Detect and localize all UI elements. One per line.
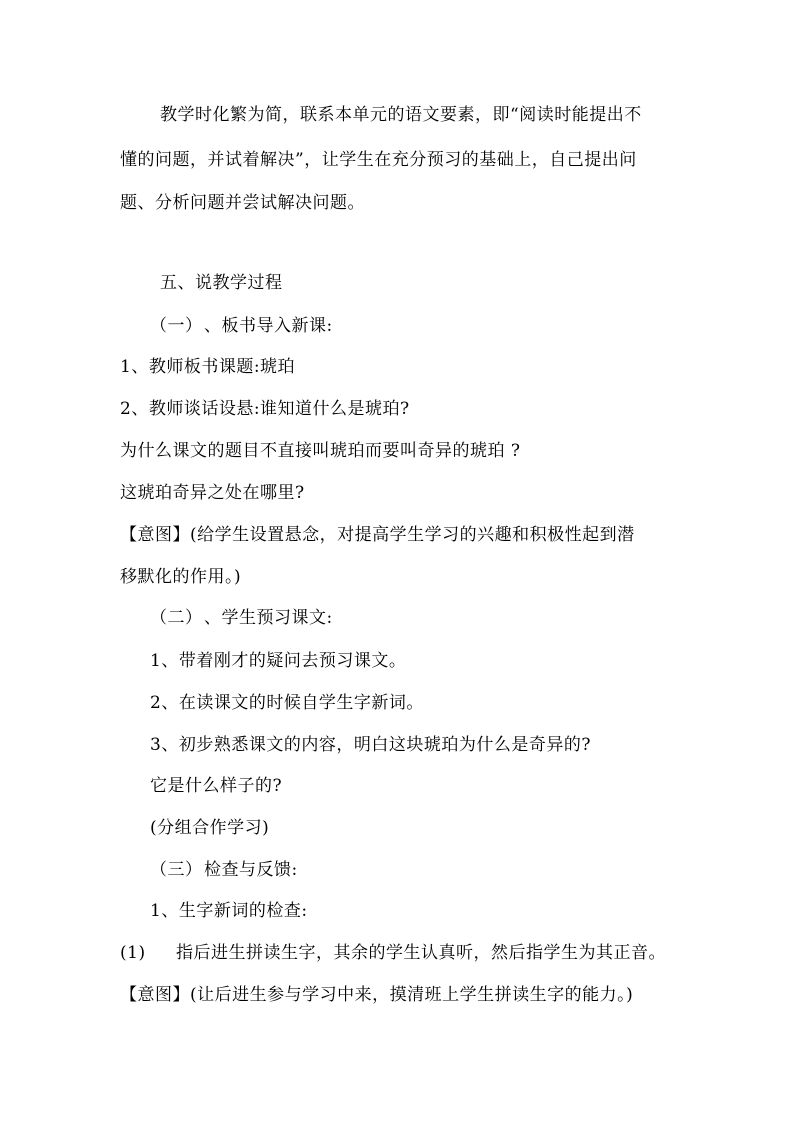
part1-intent-line-2: 移默化的作用。) <box>120 567 242 587</box>
part1-intent-line-1: 【意图】(给学生设置悬念，对提高学生学习的兴趣和积极性起到潜 <box>120 525 635 545</box>
part1-question-1: 为什么课文的题目不直接叫琥珀而要叫奇异的琥珀 ? <box>120 441 521 461</box>
part3-sub-item-1-num: (1) <box>120 943 146 963</box>
part3-heading-num: （三） <box>150 860 203 880</box>
part2-heading-text: 、学生预习课文: <box>204 608 333 628</box>
section-heading: 五、说教学过程 <box>160 273 283 293</box>
part2-note: (分组合作学习) <box>150 818 270 838</box>
intro-line-1: 教学时化繁为简，联系本单元的语文要素，即“阅读时能提出不 <box>160 105 642 125</box>
part3-item-1: 1、生字新词的检查: <box>150 901 308 921</box>
part3-sub-item-1 <box>120 942 666 964</box>
part2-item-2: 2、在读课文的时候自学生字新词。 <box>150 693 424 713</box>
part3-heading <box>150 859 298 881</box>
part3-heading-text: 检查与反馈: <box>204 860 298 880</box>
part2-heading-num: （二） <box>150 608 203 628</box>
part2-item-3-continued: 它是什么样子的? <box>150 776 283 796</box>
intro-line-3: 题、分析问题并尝试解决问题。 <box>120 193 365 213</box>
intro-line-2: 懂的问题，并试着解决”，让学生在充分预习的基础上，自己提出问 <box>120 150 637 170</box>
part1-question-2: 这琥珀奇异之处在哪里? <box>120 483 305 503</box>
part1-heading-num: （一） <box>150 316 203 336</box>
part1-item-2: 2、教师谈话设悬:谁知道什么是琥珀? <box>120 399 410 419</box>
part3-sub-item-1-text: 指后进生拼读生字，其余的学生认真听，然后指学生为其正音。 <box>176 943 666 963</box>
part1-heading-text: 、板书导入新课: <box>204 316 333 336</box>
part3-intent: 【意图】(让后进生参与学习中来，摸清班上学生拼读生字的能力。) <box>120 985 634 1005</box>
part2-item-3: 3、初步熟悉课文的内容，明白这块琥珀为什么是奇异的? <box>150 735 591 755</box>
part1-heading <box>150 315 333 337</box>
part2-heading <box>150 607 333 629</box>
part1-item-1: 1、教师板书课题:琥珀 <box>120 357 296 377</box>
part2-item-1: 1、带着刚才的疑问去预习课文。 <box>150 651 407 671</box>
